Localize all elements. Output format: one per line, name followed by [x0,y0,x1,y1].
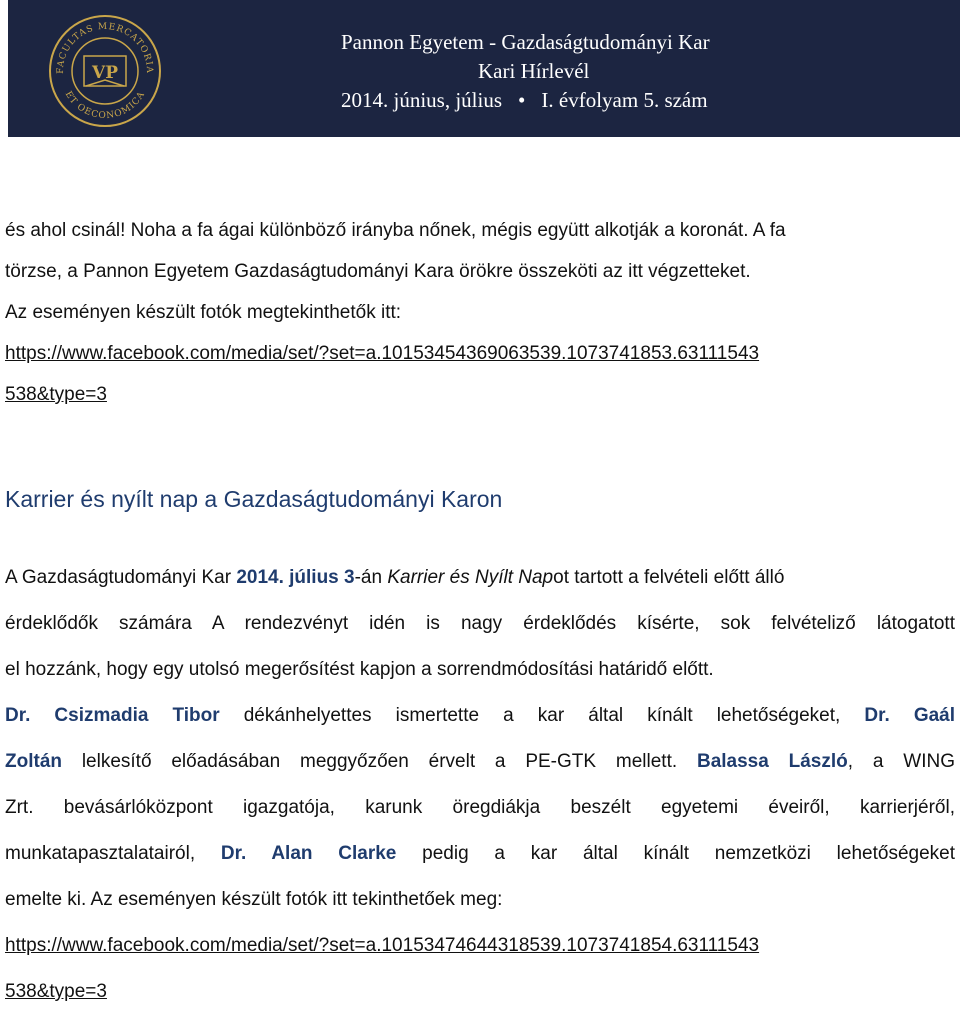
header-date: 2014. június, július [341,88,503,112]
text-run: lelkesítő előadásában meggyőzően érvelt a PE-GTK mellett. [62,751,697,772]
intro-line: Az eseményen készült fotók megtekinthetők itt: [5,302,402,323]
header-subtitle: Kari Hírlevél [478,59,590,83]
header-title: Pannon Egyetem - Gazdaságtudományi Kar [341,30,710,54]
text-run: -án [354,567,388,588]
paragraph-line [5,555,955,601]
intro-paragraph [5,210,955,415]
paragraph-line [5,693,955,739]
logo-ring-bottom-text: ET OECONOMICA [62,89,148,122]
text-run: dékánhelyettes ismertette a kar által kínált lehetőségeket, [219,705,865,726]
photos-link[interactable] [5,333,955,415]
header-issue-line [341,86,710,115]
photos-link-line[interactable]: 538&type=3 [5,384,107,405]
intro-line: törzse, a Pannon Egyetem Gazdaságtudományi Kara örökre összeköti az itt végzetteket. [5,261,751,282]
photos-link-line[interactable]: https://www.facebook.com/media/set/?set=a.10153454369063539.1073741853.63111543 [5,343,760,364]
person-name: Dr. Csizmadia Tibor [5,705,220,726]
text-run: munkatapasztalatairól, [5,843,221,864]
paragraph-line: Zrt. bevásárlóközpont igazgatója, karunk öregdiákja beszélt egyetemi éveiről, karrierjéről, [5,797,955,818]
paragraph-line: érdeklődők számára A rendezvényt idén is nagy érdeklődés kísérte, sok felvételiző látogatott [5,613,955,634]
event-name: Karrier és Nyílt Nap [387,567,554,588]
text-run: ot tartott a felvételi előtt álló [553,567,785,588]
photos-link-line[interactable]: https://www.facebook.com/media/set/?set=a.10153474644318539.1073741854.63111543 [5,935,760,956]
header-bullet: • [518,88,526,112]
paragraph-line [5,831,955,877]
logo-ring-top-text: FACULTAS MERCATORIA [55,21,155,74]
faculty-logo-icon [48,14,162,128]
section-heading: Karrier és nyílt nap a Gazdaságtudományi Karon [5,486,503,512]
logo-monogram: VP [92,63,118,83]
text-run: pedig a kar által kínált nemzetközi lehetőségeket [396,843,955,864]
photos-link[interactable] [5,923,955,1015]
person-name: Dr. Gaál [864,705,956,726]
event-date: 2014. július 3 [236,567,355,588]
photos-link-line[interactable]: 538&type=3 [5,981,107,1002]
section-paragraph [5,555,955,1015]
paragraph-line: emelte ki. Az eseményen készült fotók itt tekinthetőek meg: [5,889,503,910]
text-run: A Gazdaságtudományi Kar [5,567,237,588]
header-text [341,28,710,115]
person-name: Dr. Alan Clarke [220,843,397,864]
header-issue: I. évfolyam 5. szám [541,88,708,112]
person-name: Zoltán [5,751,62,772]
newsletter-header [8,0,960,137]
intro-line: és ahol csinál! Noha a fa ágai különböző irányba nőnek, mégis együtt alkotják a koronát. A fa [5,220,786,241]
text-run: , a WING [847,751,955,772]
paragraph-line: el hozzánk, hogy egy utolsó megerősítést kapjon a sorrendmódosítási határidő előtt. [5,659,714,680]
paragraph-line [5,739,955,785]
person-name: Balassa László [696,751,848,772]
